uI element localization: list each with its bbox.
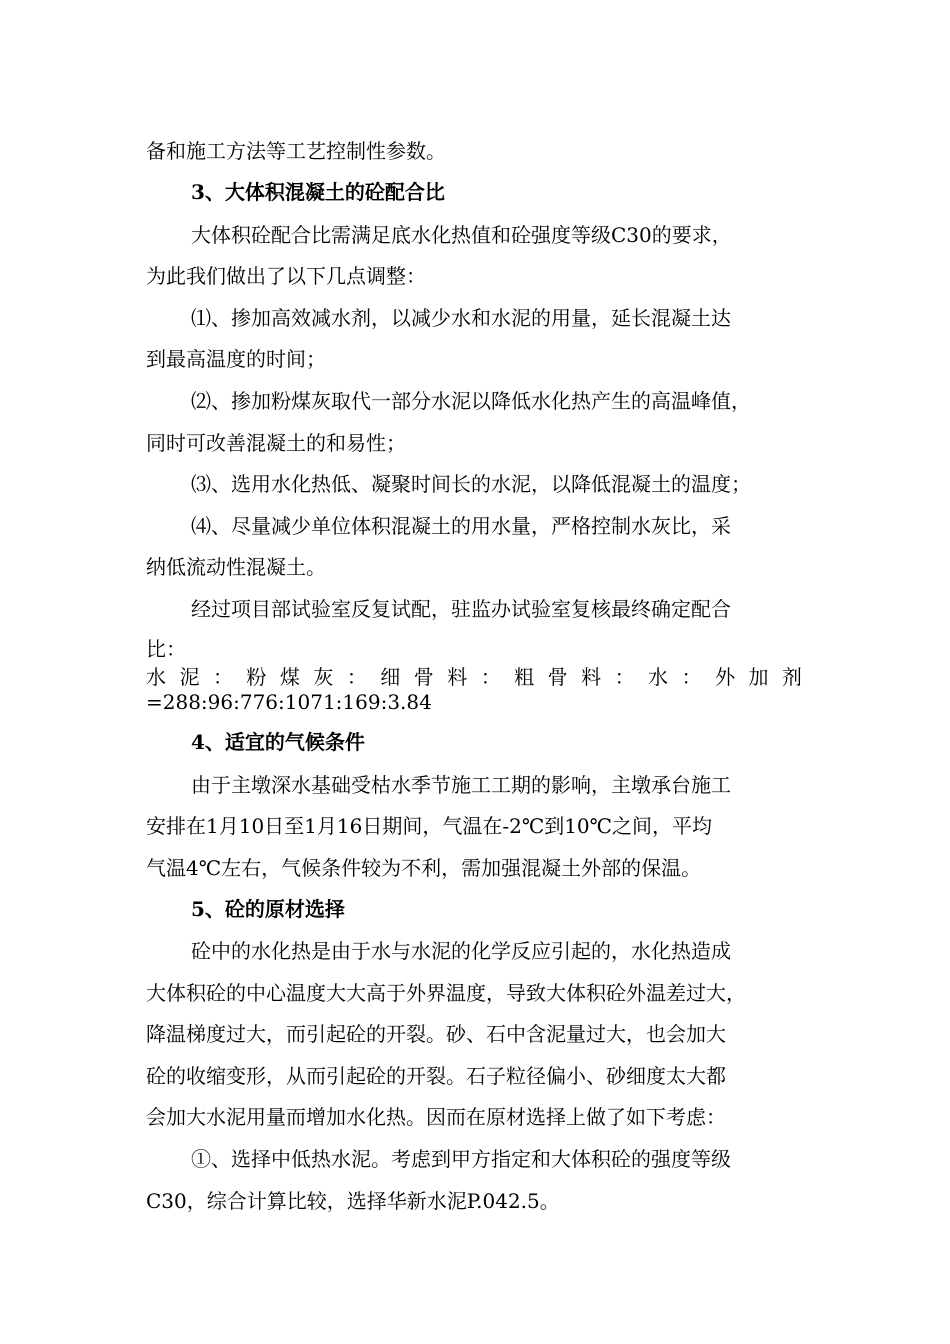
paragraph-line: 气温4℃左右，气候条件较为不利，需加强混凝土外部的保温。 [146, 856, 702, 880]
paragraph-line: ⑶、选用水化热低、凝聚时间长的水泥，以降低混凝土的温度； [191, 472, 751, 496]
mix-ratio-char: ： [346, 665, 367, 689]
paragraph-line: 为此我们做出了以下几点调整： [146, 264, 426, 288]
paragraph-line: 砼的收缩变形，从而引起砼的开裂。石子粒径偏小、砂细度太大都 [146, 1064, 726, 1088]
paragraph-line: 同时可改善混凝土的和易性； [146, 431, 406, 455]
section-heading: 3、大体积混凝土的砼配合比 [191, 180, 445, 204]
mix-ratio-char: 灰 [313, 665, 334, 689]
mix-ratio-values: =288:96:776:1071:169:3.84 [146, 690, 432, 714]
paragraph-line: 纳低流动性混凝土。 [146, 555, 326, 579]
mix-ratio-char: 料 [447, 665, 468, 689]
paragraph-line: 比： [146, 637, 186, 661]
paragraph-line: 会加大水泥用量而增加水化热。因而在原材选择上做了如下考虑： [146, 1105, 726, 1129]
paragraph-line: ⑵、掺加粉煤灰取代一部分水泥以降低水化热产生的高温峰值， [191, 389, 751, 413]
paragraph-line: 经过项目部试验室反复试配，驻监办试验室复核最终确定配合 [191, 597, 731, 621]
paragraph-line: 大体积砼配合比需满足底水化热值和砼强度等级C30的要求， [191, 223, 732, 247]
paragraph-line: 由于主墩深水基础受枯水季节施工工期的影响，主墩承台施工 [191, 773, 731, 797]
mix-ratio-char: ： [212, 665, 233, 689]
mix-ratio-char: 粗 [514, 665, 535, 689]
paragraph-line: 大体积砼的中心温度大大高于外界温度，导致大体积砼外温差过大， [146, 981, 746, 1005]
paragraph-line: 安排在1月10日至1月16日期间，气温在-2℃到10℃之间，平均 [146, 814, 713, 838]
paragraph-line: ⑴、掺加高效减水剂，以减少水和水泥的用量，延长混凝土达 [191, 306, 731, 330]
paragraph-line: 备和施工方法等工艺控制性参数。 [146, 139, 446, 163]
mix-ratio-char: 骨 [547, 665, 568, 689]
mix-ratio-char: 加 [748, 665, 769, 689]
mix-ratio-char: ： [480, 665, 501, 689]
mix-ratio-char: 煤 [279, 665, 300, 689]
mix-ratio-char: 水 [648, 665, 669, 689]
mix-ratio-char: 水 [146, 665, 166, 689]
mix-ratio-char: ： [614, 665, 635, 689]
mix-ratio-char: 粉 [246, 665, 267, 689]
section-heading: 5、砼的原材选择 [191, 897, 345, 921]
mix-ratio-char: 骨 [413, 665, 434, 689]
mix-ratio-char: 剂 [781, 665, 802, 689]
paragraph-line: ⑷、尽量减少单位体积混凝土的用水量，严格控制水灰比，采 [191, 514, 731, 538]
mix-ratio-labels [146, 664, 802, 690]
mix-ratio-char: 细 [380, 665, 401, 689]
mix-ratio-char: ： [681, 665, 702, 689]
mix-ratio-char: 外 [714, 665, 735, 689]
paragraph-line: ①、选择中低热水泥。考虑到甲方指定和大体积砼的强度等级 [191, 1147, 731, 1171]
paragraph-line: C30，综合计算比较，选择华新水泥P.042.5。 [146, 1189, 560, 1213]
paragraph-line: 砼中的水化热是由于水与水泥的化学反应引起的，水化热造成 [191, 939, 731, 963]
paragraph-line: 到最高温度的时间； [146, 347, 326, 371]
paragraph-line: 降温梯度过大，而引起砼的开裂。砂、石中含泥量过大，也会加大 [146, 1022, 726, 1046]
mix-ratio-char: 料 [581, 665, 602, 689]
mix-ratio-char: 泥 [179, 665, 200, 689]
section-heading: 4、适宜的气候条件 [191, 730, 365, 754]
